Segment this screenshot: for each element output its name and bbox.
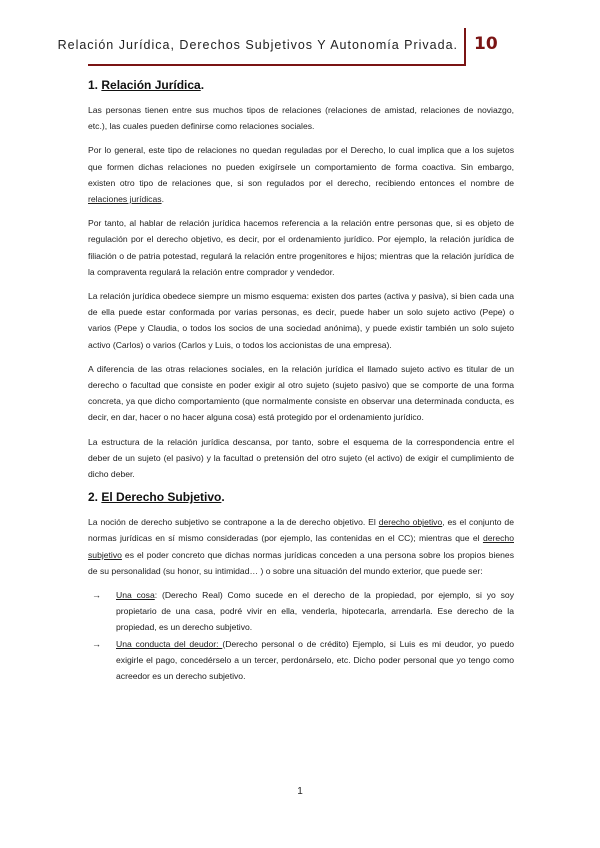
- header-page-number: 10: [474, 34, 498, 54]
- section-1-number: 1.: [88, 78, 99, 92]
- paragraph-text: , es el conjunto de normas jurídicas en sí mismo consideradas (por ejemplo, las contenidas en el CC); mientras que el: [88, 517, 514, 544]
- header-title: Relación Jurídica, Derechos Subjetivos Y Autonomía Privada.: [57, 38, 458, 52]
- paragraph-text: es el poder concreto que dichas normas jurídicas conceden a una persona sobre los propios bienes de su personalidad (su honor, su intimidad… ) o sobre una situación del mundo exterior, que puede ser:: [88, 549, 514, 576]
- page-header: [0, 28, 600, 68]
- list-item-term: Una conducta del deudor:: [116, 638, 223, 649]
- list-item-text: (Derecho personal o de crédito) Ejemplo, si Luis es mi deudor, yo puedo exigirle el pago, concedérselo a un tercer, perdonárselo, etc. Dicho poder personal que yo tengo como acreedor es un derecho subjetivo.: [116, 638, 515, 682]
- section-1-paragraph-4: La relación jurídica obedece siempre un mismo esquema: existen dos partes (activa y pasiva), si bien cada una de ella puede estar conformada por varias personas, es decir, puede haber un solo sujeto activo (Pepe) o varios (Pepe y Claudia, o todos los socios de una sociedad anónima), y puede existir también un solo sujeto activo (Carlos) o varios (Carlos y Luis, o todos los accionistas de una empresa).: [88, 291, 514, 350]
- paragraph-text: La noción de derecho subjetivo se contrapone a la de derecho objetivo. El: [88, 517, 379, 528]
- section-2-title: El Derecho Subjetivo: [101, 490, 222, 505]
- section-1-paragraph-3: Por tanto, al hablar de relación jurídica hacemos referencia a la relación entre personas que, si es objeto de regulación por el derecho objetivo, es decir, por el ordenamiento jurídico. Por ejemplo, la relación jurídica de filiación o de patria potestad, regulará la relación entre progenitores e hijos; mientras que la relación jurídica de la compraventa regulará la relación entre comprador y vendedor.: [88, 218, 514, 277]
- term-derecho-objetivo: derecho objetivo: [378, 517, 443, 528]
- arrow-right-icon: →: [92, 590, 101, 601]
- list-item-text: : (Derecho Real) Como sucede en el derecho de la propiedad, por ejemplo, si yo soy propietario de una casa, podré vivir en ella, venderla, hipotecarla, arrendarla. Ese derecho de la propiedad, es un derecho subjetivo.: [116, 590, 514, 633]
- section-1-title: Relación Jurídica: [101, 78, 201, 92]
- header-rule: [88, 64, 464, 66]
- section-2-paragraph-1: [88, 514, 514, 579]
- section-1-paragraph-1: Las personas tienen entre sus muchos tipos de relaciones (relaciones de amistad, relaciones de noviazgo, etc.), las cuales pueden definirse como relaciones sociales.: [88, 105, 514, 132]
- section-2-heading: 2. El Derecho Subjetivo.: [88, 490, 225, 505]
- page-footer-number: 1: [297, 786, 303, 797]
- list-item: [92, 636, 515, 685]
- header-divider: [464, 28, 466, 66]
- arrow-right-icon: →: [92, 638, 101, 649]
- document-body: [88, 78, 514, 684]
- situation-list: [88, 587, 514, 684]
- paragraph-text: .: [161, 194, 164, 205]
- section-1-heading: 1. Relación Jurídica.: [88, 78, 205, 92]
- list-item: [92, 587, 514, 636]
- term-derecho-subjetivo: derecho subjetivo: [88, 533, 514, 560]
- section-1-paragraph-6: La estructura de la relación jurídica descansa, por tanto, sobre el esquema de la correspondencia entre el deber de un sujeto (el pasivo) y la facultad o pretensión del otro sujeto (el activo) de exigir el cumplimiento de dicho deber.: [88, 436, 514, 480]
- section-2-number: 2.: [88, 490, 99, 505]
- list-item-term: Una cosa: [116, 590, 155, 601]
- section-1-paragraph-2: [88, 142, 514, 207]
- section-1-paragraph-5: A diferencia de las otras relaciones sociales, en la relación jurídica el llamado sujeto activo es titular de un derecho o facultad que consiste en poder exigir al otro sujeto (sujeto pasivo) que se comporte de una forma concreta, ya que dicho comportamiento (que normalmente consiste en observar una determinada conducta, es decir, en dar, hacer o no hacer alguna cosa) está protegido por el ordenamiento jurídico.: [88, 363, 514, 423]
- paragraph-text: Por lo general, este tipo de relaciones no quedan reguladas por el Derecho, lo cual implica que a los sujetos que formen dichas relaciones no pueden exigírsele un comportamiento de forma coactiva. Sin embargo, existen otro tipo de relaciones que, si son regulados por el derecho, recibiendo entonces el nombre de: [88, 145, 514, 188]
- term-relaciones-juridicas: relaciones jurídicas: [88, 194, 162, 205]
